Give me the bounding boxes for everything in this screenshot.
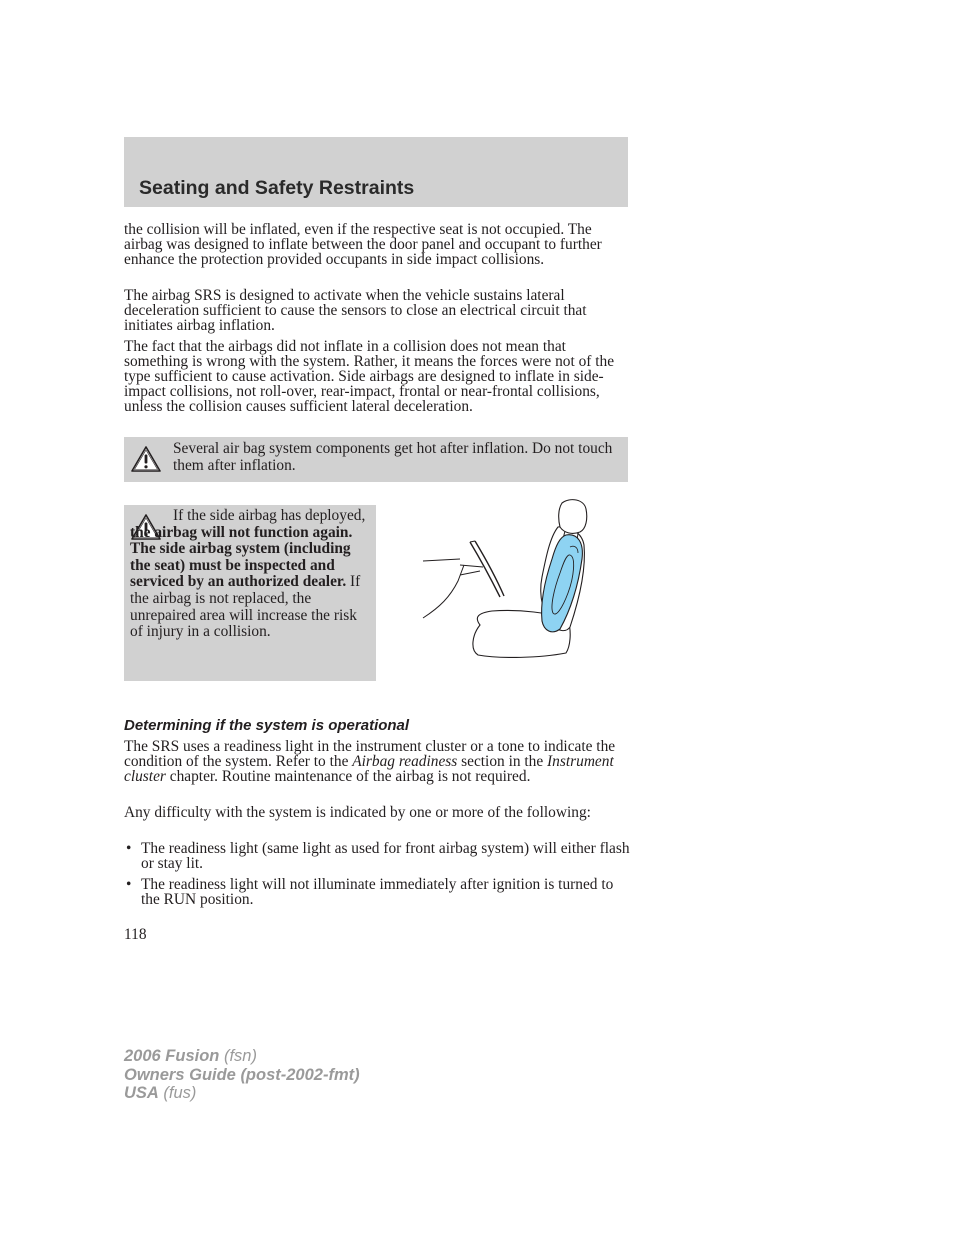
paragraph-difficulty: Any difficulty with the system is indicated by one or more of the following: bbox=[124, 804, 591, 821]
readiness-text-b: section in the bbox=[457, 753, 548, 770]
warning-text-pre: If the side airbag has deployed, bbox=[173, 507, 366, 524]
paragraph-readiness-light bbox=[124, 739, 630, 784]
warning-box-hot-components bbox=[124, 437, 628, 482]
warning-text-hot-components: Several air bag system components get hot after inflation. Do not touch them after inflation. bbox=[173, 440, 613, 474]
footer-line-market bbox=[124, 1084, 360, 1103]
bullet-text: The readiness light will not illuminate immediately after ignition is turned to the RUN position. bbox=[141, 876, 614, 908]
document-footer bbox=[124, 1047, 360, 1103]
warning-text-post: If the airbag is not replaced, the unrepaired area will increase the risk of injury in a collision. bbox=[130, 573, 361, 641]
footer-market-code: (fus) bbox=[158, 1084, 197, 1102]
footer-model-code: (fsn) bbox=[219, 1047, 257, 1065]
list-item bbox=[124, 877, 630, 907]
paragraph-inflation: the collision will be inflated, even if the respective seat is not occupied. The airbag was designed to inflate between the door panel and occupant to further enhance the protection provided occupants in side impact collisions. bbox=[124, 221, 602, 268]
footer-guide: Owners Guide (post-2002-fmt) bbox=[124, 1065, 360, 1084]
paragraph-no-inflate: The fact that the airbags did not inflate in a collision does not mean that something is wrong with the system. Rather, it means the forces were not of the type sufficient to cause activation. Side airbags are designed to inflate in side-impact collisions, not roll-over, rear-impact, frontal or near-frontal collisions, unless the collision causes sufficient lateral deceleration. bbox=[124, 338, 615, 415]
bullet-symbol: • bbox=[126, 876, 132, 893]
page-number: 118 bbox=[124, 926, 147, 943]
bullet-symbol: • bbox=[126, 840, 132, 857]
paragraph-activation: The airbag SRS is designed to activate when the vehicle sustains lateral deceleration sufficient to cause the sensors to close an electrical circuit that initiates airbag inflation. bbox=[124, 287, 587, 334]
bullet-text: The readiness light (same light as used for front airbag system) will either flash or stay lit. bbox=[141, 840, 630, 872]
list-item bbox=[124, 841, 630, 871]
section-heading-operational: Determining if the system is operational bbox=[124, 717, 410, 734]
warning-triangle-icon bbox=[130, 445, 162, 473]
reference-instrument-cluster: Instrument cluster bbox=[124, 753, 614, 785]
section-title: Seating and Safety Restraints bbox=[139, 177, 415, 199]
reference-airbag-readiness: Airbag readiness bbox=[352, 753, 458, 770]
footer-market: USA bbox=[124, 1084, 159, 1102]
warning-box-deployed-airbag bbox=[124, 505, 376, 681]
footer-model: 2006 Fusion bbox=[124, 1047, 220, 1065]
readiness-text-c: chapter. Routine maintenance of the airbag is not required. bbox=[165, 768, 531, 785]
footer-line-guide bbox=[124, 1066, 360, 1085]
side-airbag-seat-illustration bbox=[420, 497, 600, 661]
footer-line-model bbox=[124, 1047, 360, 1066]
warning-text-bold: the airbag will not function again. The side airbag system (including the seat) must be inspected and serviced by an authorized dealer. bbox=[130, 523, 353, 591]
warning-text-deployed-airbag bbox=[130, 508, 366, 641]
readiness-text-a: The SRS uses a readiness light in the instrument cluster or a tone to indicate the condition of the system. Refer to the bbox=[124, 738, 616, 770]
section-header-band bbox=[124, 137, 628, 207]
